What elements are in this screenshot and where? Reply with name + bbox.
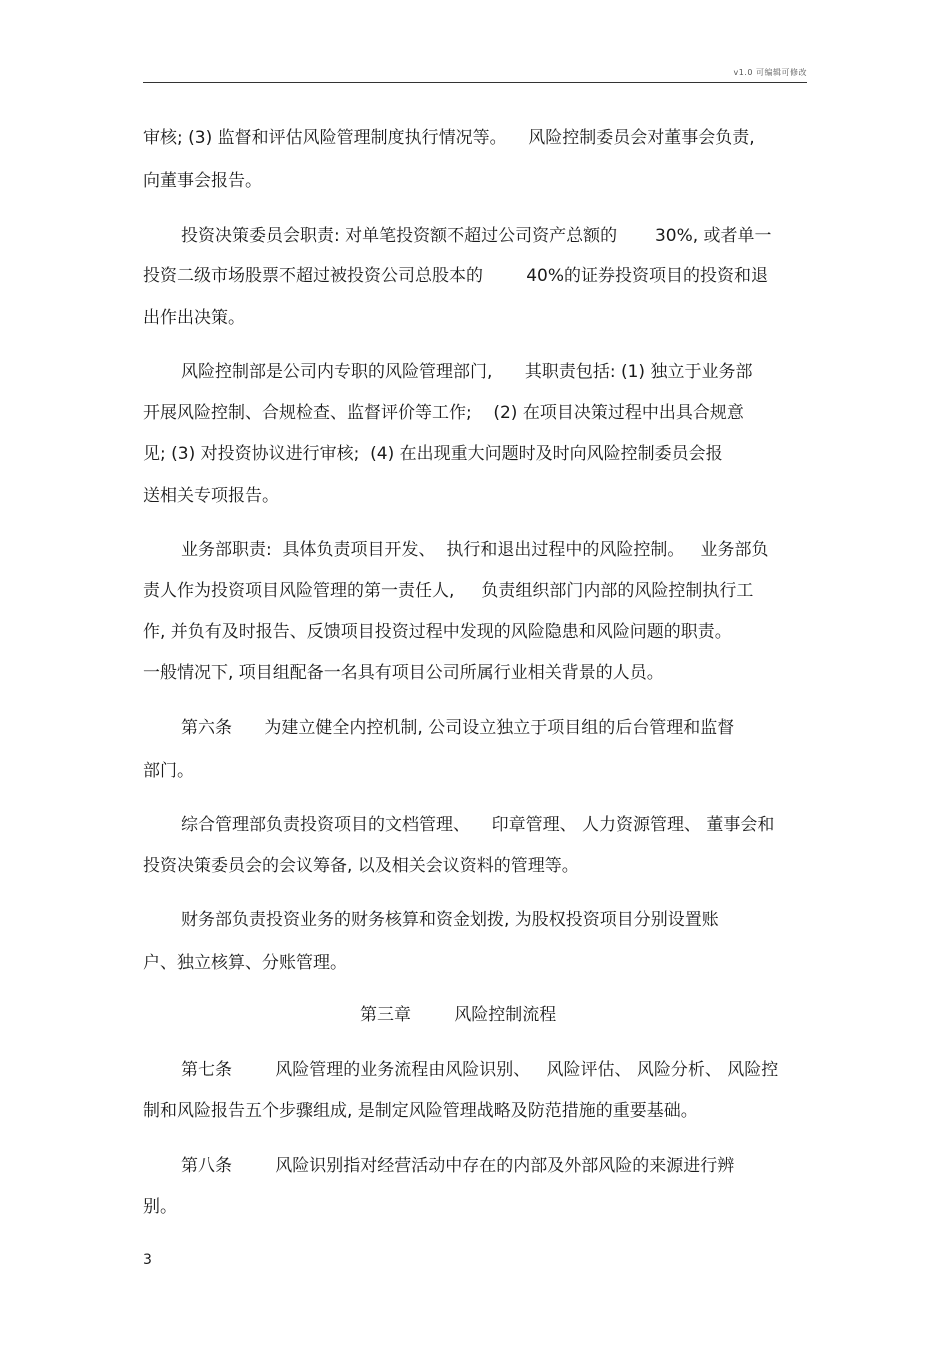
text-line: 第七条 风险管理的业务流程由风险识别、 风险评估、 风险分析、 风险控 <box>181 1060 779 1080</box>
text-line: 财务部负责投资业务的财务核算和资金划拨, 为股权投资项目分别设置账 <box>181 910 719 930</box>
header-version-label: v1.0 可编辑可修改 <box>733 68 807 77</box>
text-line: 责人作为投资项目风险管理的第一责任人, 负责组织部门内部的风险控制执行工 <box>143 581 754 601</box>
text-line: 审核; (3) 监督和评估风险管理制度执行情况等。 风险控制委员会对董事会负责, <box>143 128 755 148</box>
text-line: 出作出决策。 <box>143 308 245 328</box>
text-line: 业务部职责: 具体负责项目开发、 执行和退出过程中的风险控制。 业务部负 <box>181 540 769 560</box>
text-line: 综合管理部负责投资项目的文档管理、 印章管理、 人力资源管理、 董事会和 <box>181 815 775 835</box>
page-number: 3 <box>143 1252 152 1268</box>
chapter-heading: 第三章 风险控制流程 <box>360 1005 557 1025</box>
text-line: 风险控制部是公司内专职的风险管理部门, 其职责包括: (1) 独立于业务部 <box>181 362 753 382</box>
text-line: 户、独立核算、分账管理。 <box>143 953 347 973</box>
text-line: 开展风险控制、合规检查、监督评价等工作; (2) 在项目决策过程中出具合规意 <box>143 403 744 423</box>
text-line: 投资决策委员会职责: 对单笔投资额不超过公司资产总额的 30%, 或者单一 <box>181 226 772 246</box>
text-line: 投资决策委员会的会议筹备, 以及相关会议资料的管理等。 <box>143 856 579 876</box>
text-line: 别。 <box>143 1197 177 1217</box>
text-line: 一般情况下, 项目组配备一名具有项目公司所属行业相关背景的人员。 <box>143 663 664 683</box>
text-line: 第八条 风险识别指对经营活动中存在的内部及外部风险的来源进行辨 <box>181 1156 735 1176</box>
text-line: 部门。 <box>143 761 194 781</box>
text-line: 投资二级市场股票不超过被投资公司总股本的 40%的证券投资项目的投资和退 <box>143 266 769 286</box>
text-line: 作, 并负有及时报告、反馈项目投资过程中发现的风险隐患和风险问题的职责。 <box>143 622 732 642</box>
text-line: 见; (3) 对投资协议进行审核; (4) 在出现重大问题时及时向风险控制委员会报 <box>143 444 723 464</box>
text-line: 第六条 为建立健全内控机制, 公司设立独立于项目组的后台管理和监督 <box>181 718 735 738</box>
header-rule <box>143 82 807 83</box>
text-line: 制和风险报告五个步骤组成, 是制定风险管理战略及防范措施的重要基础。 <box>143 1101 698 1121</box>
text-line: 送相关专项报告。 <box>143 486 279 506</box>
text-line: 向董事会报告。 <box>143 171 262 191</box>
